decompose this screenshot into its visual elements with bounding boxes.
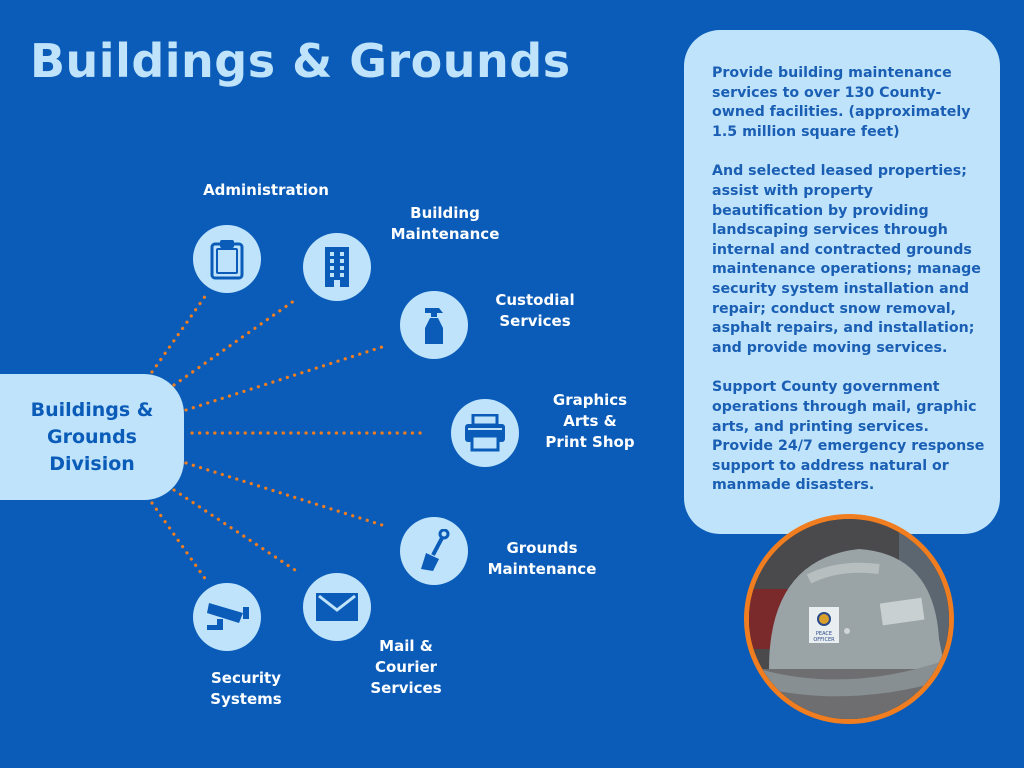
spray-bottle-icon	[419, 304, 449, 346]
node-custodial-services	[400, 291, 468, 359]
node-grounds-maintenance	[400, 517, 468, 585]
connector-administration	[152, 295, 206, 372]
page-title: Buildings & Grounds	[30, 34, 571, 88]
description-paragraph-2: And selected leased properties; assist with property beautification by providing landscaping services through internal and contracted grounds maintenance operations; manage security system installation and repair; conduct snow removal, asphalt repairs, and installation; and provide moving services.	[712, 163, 981, 356]
security-camera-icon	[203, 597, 251, 637]
printer-icon	[463, 414, 507, 452]
label-building-maintenance: Building Maintenance	[390, 204, 500, 243]
connector-security	[152, 503, 206, 580]
node-administration	[193, 225, 261, 293]
shovel-icon	[417, 529, 451, 573]
hub-label: Buildings & Grounds Division	[30, 398, 154, 475]
label-grounds-maintenance: Grounds Maintenance	[487, 539, 597, 578]
svg-text:PEACE: PEACE	[815, 631, 833, 637]
node-building-maintenance	[303, 233, 371, 301]
hard-hat-photo	[744, 514, 954, 724]
connector-grounds	[186, 463, 382, 525]
label-security-systems: Security Systems	[210, 669, 282, 708]
node-mail-courier	[303, 573, 371, 641]
hard-hat-image	[749, 519, 949, 719]
node-graphics-print-shop	[451, 399, 519, 467]
clipboard-icon	[208, 238, 246, 280]
connector-building-maintenance	[174, 298, 298, 385]
node-security-systems	[193, 583, 261, 651]
svg-text:OFFICER: OFFICER	[813, 637, 835, 643]
label-mail-courier: Mail & Courier Services	[370, 637, 442, 697]
label-custodial-services: Custodial Services	[495, 291, 575, 330]
description-panel	[684, 30, 1000, 534]
building-icon	[322, 246, 352, 288]
envelope-icon	[315, 592, 359, 622]
description-paragraph-1: Provide building maintenance services to over 130 County-owned facilities. (approximately 1.5 million square feet)	[712, 65, 971, 140]
division-hub	[0, 374, 184, 500]
label-graphics-print-shop: Graphics Arts & Print Shop	[545, 391, 635, 451]
description-paragraph-3: Support County government operations through mail, graphic arts, and printing services. Provide 24/7 emergency response support to address natural or manmade disasters.	[712, 379, 985, 494]
connector-custodial	[186, 347, 382, 410]
label-administration: Administration	[203, 181, 329, 199]
